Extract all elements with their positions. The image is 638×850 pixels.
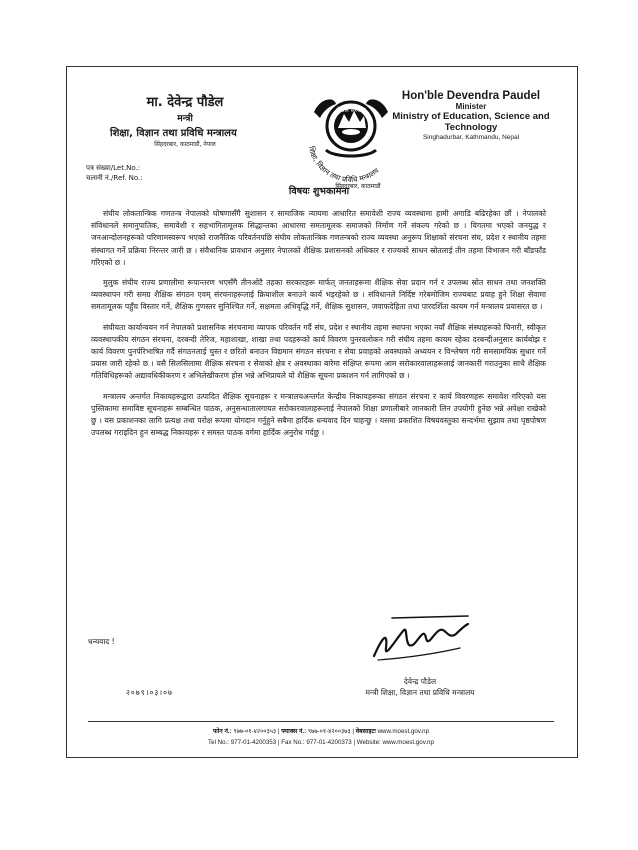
emblem-bottom-text: सिंहदरबार, काठमाडौं [335, 183, 381, 190]
paragraph: संघीयता कार्यान्वयन गर्न नेपालको प्रशासनिक संरचनामा व्यापक परिवर्तन गर्दै संघ, प्रदेश र स्थानीय तहमा स्थापना भएका नयाँ शैक्षिक संस्थाहरूको चिनारी, स्वीकृत व्यवस्थापकीय संगठन संरचना, दरबन्दी तेरिज, महाशाखा, शाखा तथा पदहरूको कार्य विवरण पुनरवलोकन गरी संघीय तहमा कायम रहेका दरबन्दीअनुसार कार्यबोझ र कार्य विवरण पुनर्परिभाषित गर्दै संगठनलाई चुस्त र छरितो बनाउन विद्यमान संगठन संरचना र सेवा प्रवाहको अवस्थाको अध्ययन र विश्लेषण गरी समसामयिक सुधार गर्ने प्रयास जारी रहेको छ । यसै सिलसिलामा शैक्षिक संरचना र सेवाको क्षेत्र र अवस्थाका बारेमा संक्षिप्त रूपमा आम सरोकारवालाहरूलाई जानकारी गराउनुका साथै शैक्षिक गतिविधिहरूको अद्यावधिकीकरण र अभिलेखीकरण होस भन्ने अभिप्रायले यो शैक्षिक सूचना प्रकाशन गर्न लागिएको छ । [91, 322, 546, 381]
ministry-address-np: सिंहदरबार, काठमाडौं, नेपाल [154, 141, 216, 148]
paragraph: संघीय लोकतान्त्रिक गणतन्त्र नेपालको घोषणासँगै सुशासन र सामाजिक न्यायमा आधारित समावेशी राज्य व्यवस्थामा हामी अगाडि बढिरहेका छौं । नेपालको संविधानले समानुपातिक, समावेशी र सहभागितामूलक सिद्धान्तका आधारमा समतामूलक समाजको निर्माण गर्ने संकल्प गरेको छ । विगतमा भएको जनयुद्ध र जनआन्दोलनहरूको परिणामस्वरूप भएको राजनैतिक परिवर्तनपछि संघीय लोकतान्त्रिक गणतन्त्रको राज्य व्यवस्था अनुरूप शिक्षाको संरचना संघ, प्रदेश र स्थानीय तहमा संस्थागत गर्ने प्रक्रिया निरन्तर जारी छ । संवैधानिक प्रावधान अनुसार नेपालको शैक्षिक प्रशासनको अधिकार र राज्यको साधन स्रोतलाई तीन तहमा विभाजन गरी बाँडफाँड गरिएको छ । [91, 209, 546, 267]
header-right [386, 90, 556, 141]
emblem-top-text: नेपाल सरकार [336, 107, 366, 114]
footer-web-np: www.moest.gov.np [377, 728, 430, 735]
footer-fax-np: ९७७-०१-४२००३७३ [307, 728, 351, 735]
reference-number-label: चलानी नं./Ref. No.: [86, 174, 143, 182]
footer-phone-en: Tel No.: 977-01-4200353 [208, 739, 277, 746]
footer-phone-np: ९७७-०१-४२००३५३ [233, 728, 277, 735]
header-left [110, 92, 260, 148]
footer-divider [88, 721, 554, 722]
letter-date: २०७९।०३।०७ [126, 688, 173, 697]
svg-text:शिक्षा, विज्ञान तथा प्रविधि मन [307, 145, 381, 184]
minister-role-np: मन्त्री [177, 114, 193, 124]
subject-line: विषयः शुभकामना [288, 186, 350, 197]
signatory-block [330, 676, 510, 698]
footer-phone-label-np: फोन नं.: [212, 728, 232, 735]
signatory-name: देवेन्द्र पौडेल [403, 677, 437, 686]
letter-number-label: पत्र संख्या/Let.No.: [86, 164, 141, 172]
minister-name-en: Hon'ble Devendra Paudel [401, 90, 541, 102]
minister-name-np: मा. देवेन्द्र पौडेल [146, 95, 224, 110]
footer-contacts [88, 726, 554, 748]
footer-line-en: Tel No.: 977-01-4200353 | Fax No.: 977-01-4200373 | Website: www.moest.gov.np [208, 739, 434, 746]
footer-fax-label-np: फ्याक्स नं.: [281, 728, 307, 735]
ministry-name-en: Ministry of Education, Science and Technology [392, 111, 550, 133]
emblem-ring-text: शिक्षा, विज्ञान तथा प्रविधि मन्त्रालय [306, 145, 381, 185]
signatory-title: मन्त्री शिक्षा, विज्ञान तथा प्रविधि मन्त्रालय [365, 688, 475, 697]
letter-body [91, 208, 546, 447]
ministry-name-np: शिक्षा, विज्ञान तथा प्रविधि मन्त्रालय [110, 128, 237, 139]
closing-thanks: धन्यवाद ! [88, 637, 115, 646]
footer-fax-en: Fax No.: 977-01-4200373 [281, 739, 352, 746]
footer-web-label-np: वेबसाइटः [355, 728, 376, 735]
footer-web-en: Website: www.moest.gov.np [356, 739, 434, 746]
minister-role-en: Minister [455, 102, 487, 111]
paragraph: मुलुक संघीय राज्य प्रणालीमा रूपान्तरण भएसँगै तीनओटै तहका सरकारहरू मार्फत् जनताहरूमा शैक्षिक सेवा प्रदान गर्न र उपलब्ध स्रोत साधन तथा जनशक्ति व्यवस्थापन गरी समग्र शैक्षिक संगठन एवम् संरचनाहरूलाई क्रियाशील बनाउने कार्य भइरहेको छ । संविधानले निर्दिष्ट गरेबमोजिम राज्यबाट प्रवाह हुने शिक्षा सेवामा समतामूलक पहुँच विस्तार गर्ने, शैक्षिक गुणस्तर सुनिश्चित गर्ने, सक्षमता अभिवृद्धि गर्ने, शैक्षिक सुशासन, जवाफदेहिता तथा पारदर्शिता कायम गर्न मन्त्रालय प्रयासरत छ । [91, 278, 546, 312]
ministry-address-en: Singhadurbar, Kathmandu, Nepal [422, 134, 520, 141]
footer-line-np: फोन नं.: ९७७-०१-४२००३५३ | फ्याक्स नं.: ९७७-०१-४२००३७३ | वेबसाइटः www.moest.gov.np [212, 728, 430, 735]
paragraph: मन्त्रालय अन्तर्गत निकायहरूद्वारा उत्पादित शैक्षिक सूचनाहरू र मन्त्रालयअन्तर्गत केन्द्रीय निकायहरूका संगठन संरचना र कार्य विवरणहरू समावेश गरिएको यस पुस्तिकामा समाविष्ट सूचनाहरू सम्बन्धित पाठक, अनुसन्धातालगायत सरोकारवालाहरूलाई नेपालको शिक्षा प्रणालीबारे जानकारी लिन उपयोगी हुनेछ भन्ने अपेक्षा राखेको छु । यस प्रकाशनका लागि प्रत्यक्ष तथा परोक्ष रूपमा योगदान गर्नुहुने सबैमा हार्दिक धन्यवाद दिन चाहन्छु । यसमा प्रकाशित विषयवस्तुका सन्दर्भमा सुझाव तथा पृष्ठपोषण उपलब्ध गराइदिन हुन सम्बद्ध निकायहरू र समस्त पाठक वर्गमा हार्दिक अनुरोध गर्दछु । [91, 391, 546, 438]
reference-block [86, 163, 143, 183]
handwritten-signature [364, 608, 474, 668]
